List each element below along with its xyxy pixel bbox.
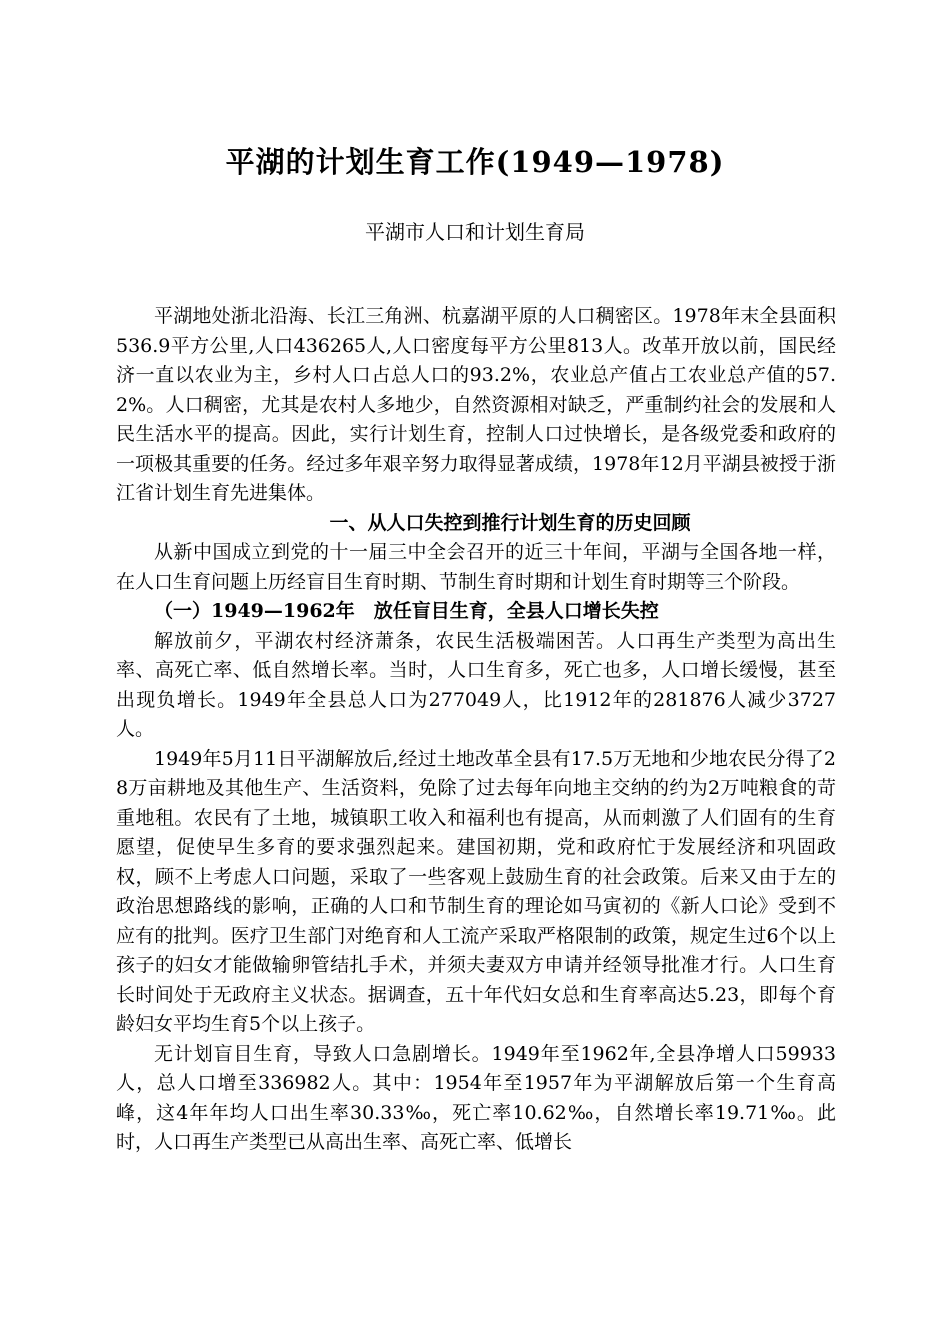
- document-author: 平湖市人口和计划生育局: [365, 220, 585, 244]
- section-heading: 一、从人口失控到推行计划生育的历史回顾: [329, 511, 691, 534]
- paragraph: 1949年5月11日平湖解放后,经过土地改革全县有17.5万无地和少地农民分得了28万亩耕地及其他生产、生活资料，免除了过去每年向地主交纳的约为2万吨粮食的苛重地租。农民有了土地，城镇职工收入和福利也有提高，从而刺激了人们固有的生育愿望，促使早生多育的要求强烈起来。建国初期，党和政府忙于发展经济和巩固政权，顾不上考虑人口问题，采取了一些客观上鼓励生育的社会政策。后来又由于左的政治思想路线的影响，正确的人口和节制生育的理论如马寅初的《新人口论》受到不应有的批判。医疗卫生部门对绝育和人工流产采取严格限制的政策，规定生过6个以上孩子的妇女才能做输卵管结扎手术，并须夫妻双方申请并经领导批准才行。人口生育长时间处于无政府主义状态。据调查，五十年代妇女总和生育率高达5.23，即每个育龄妇女平均生育5个以上孩子。: [116, 747, 836, 1035]
- document-title: 平湖的计划生育工作(1949—1978): [225, 145, 725, 179]
- subsection-heading: （一）1949—1962年 放任盲目生育，全县人口增长失控: [154, 600, 659, 622]
- paragraph: 平湖地处浙北沿海、长江三角洲、杭嘉湖平原的人口稠密区。1978年末全县面积536.9平方公里,人口436265人,人口密度每平方公里813人。改革开放以前，国民经济一直以农业为主，乡村人口占总人口的93.2%，农业总产值占工农业总产值的57.2%。人口稠密，尤其是农村人多地少，自然资源相对缺乏，严重制约社会的发展和人民生活水平的提高。因此，实行计划生育，控制人口过快增长，是各级党委和政府的一项极其重要的任务。经过多年艰辛努力取得显著成绩，1978年12月平湖县被授于浙江省计划生育先进集体。: [116, 305, 836, 504]
- document-body: [116, 302, 836, 1158]
- paragraph: 无计划盲目生育，导致人口急剧增长。1949年至1962年,全县净增人口59933人，总人口增至336982人。其中：1954年至1957年为平湖解放后第一个生育高峰，这4年年均人口出生率30.33‰，死亡率10.62‰，自然增长率19.71‰。此时，人口再生产类型已从高出生率、高死亡率、低增长: [116, 1042, 836, 1153]
- paragraph: 解放前夕，平湖农村经济萧条，农民生活极端困苦。人口再生产类型为高出生率、高死亡率、低自然增长率。当时，人口生育多，死亡也多，人口增长缓慢，甚至出现负增长。1949年全县总人口为277049人，比1912年的281876人减少3727人。: [116, 629, 836, 740]
- paragraph: 从新中国成立到党的十一届三中全会召开的近三十年间，平湖与全国各地一样，在人口生育问题上历经盲目生育时期、节制生育时期和计划生育时期等三个阶段。: [116, 541, 836, 593]
